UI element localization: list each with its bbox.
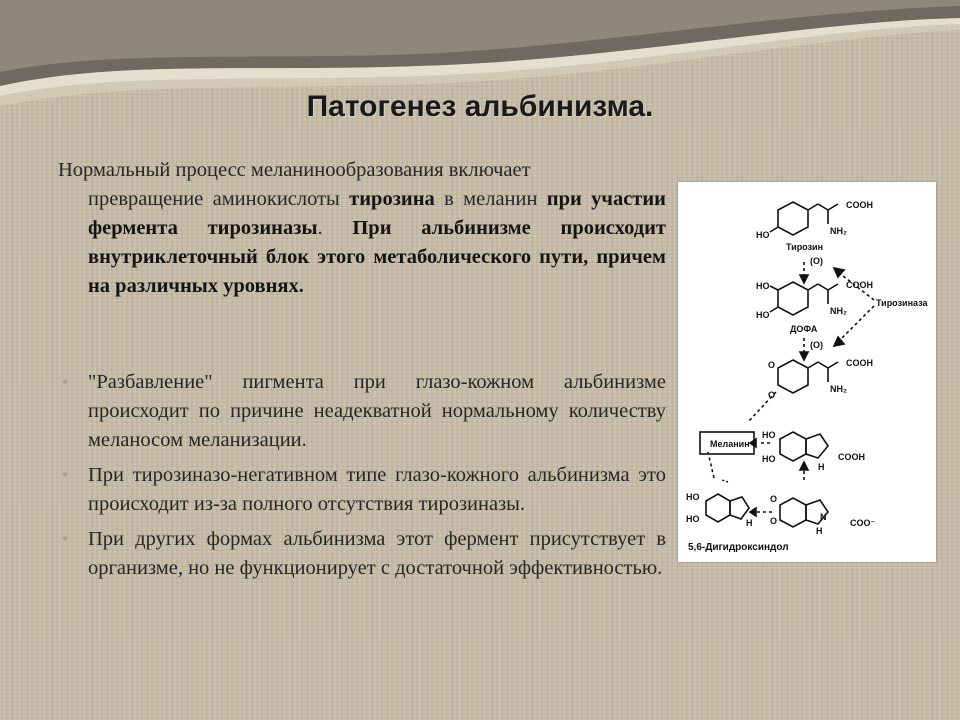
bullet-text: "Разбавление" пигмента при глазо-кожном альбинизме происходит по причине неадекватной нормальному количеству меланосом меланизации.: [88, 371, 666, 451]
intro-line-1: Нормальный процесс меланинообразования включает: [58, 159, 531, 181]
oxidation-label-1: (О): [810, 256, 823, 266]
bullet-item: [58, 525, 666, 583]
tyrosine-ho: HO: [756, 230, 770, 240]
leuco-ho-2: HO: [762, 454, 776, 464]
dopa-ho-1: HO: [756, 281, 770, 291]
dopa-ring: [778, 282, 808, 315]
dopachrome-coo: COO⁻: [850, 518, 876, 528]
dopaquinone-o-2: O: [768, 390, 776, 400]
bullet-icon: •: [62, 465, 69, 485]
oxidation-label-2: (О): [810, 340, 823, 350]
melanin-pathway-diagram: [678, 182, 936, 562]
intro-paragraph: [58, 156, 666, 301]
intro-text-2: в меланин: [434, 188, 547, 210]
tyrosine-ring: [778, 202, 808, 235]
dopaquinone-cooh: COOH: [846, 358, 873, 368]
dhi-ho-1: HO: [686, 492, 700, 502]
leuco-ho-1: HO: [762, 430, 776, 440]
dopaquinone-o-1: O: [768, 360, 776, 370]
bullet-icon: •: [62, 372, 69, 392]
figure-caption: 5,6-Дигидроксиндол: [688, 542, 789, 553]
bullet-text: При тирозиназо-негативном типе глазо-кожного альбинизма это происходит из-за полного отсутствия тирозиназы.: [88, 464, 666, 515]
tyrosinase-label: Тирозиназа: [876, 298, 928, 308]
tyrosine-cooh: COOH: [846, 200, 873, 210]
melanin-label: Меланин: [710, 439, 750, 449]
dhi-ho-2: HO: [686, 514, 700, 524]
bullet-item: [58, 368, 666, 455]
dopa-nh2: NH₂: [830, 306, 847, 316]
bullet-text: При других формах альбинизма этот фермент присутствует в организме, но не функционирует с достаточной эффективностью.: [88, 528, 666, 579]
dopa-label: ДОФА: [790, 324, 818, 334]
intro-bold-block: При альбинизме происходит внутриклеточный блок этого метаболического пути, причем на различных уровнях.: [88, 217, 666, 297]
intro-text-3: .: [317, 217, 353, 239]
intro-bold-tyrosine: тирозина: [349, 188, 435, 210]
dopachrome-h: H: [816, 526, 823, 536]
leuco-h: H: [818, 462, 825, 472]
dopa-ho-2: HO: [756, 310, 770, 320]
leuco-cooh: COOH: [838, 452, 865, 462]
tyrosine-label: Тирозин: [786, 242, 824, 252]
dopa-cooh: COOH: [846, 280, 873, 290]
dopachrome-o-1: O: [770, 494, 778, 504]
dopaquinone-nh2: NH₂: [830, 384, 847, 394]
bullet-list: [58, 368, 666, 585]
intro-bold-enzyme: при участии фермента тирозиназы: [88, 188, 666, 239]
pathway-svg: [678, 182, 936, 562]
slide-title: Патогенез альбинизма.: [306, 90, 654, 123]
tyrosine-nh2: NH₂: [830, 226, 847, 236]
bullet-icon: •: [62, 529, 69, 549]
dhi-h: H: [746, 518, 753, 528]
intro-body: [58, 185, 666, 301]
dopaquinone-ring: [778, 360, 808, 393]
dopachrome-n: N: [820, 512, 827, 522]
intro-text-1: превращение аминокислоты: [88, 188, 350, 210]
dopachrome-o-2: O: [770, 516, 778, 526]
bullet-item: [58, 461, 666, 519]
